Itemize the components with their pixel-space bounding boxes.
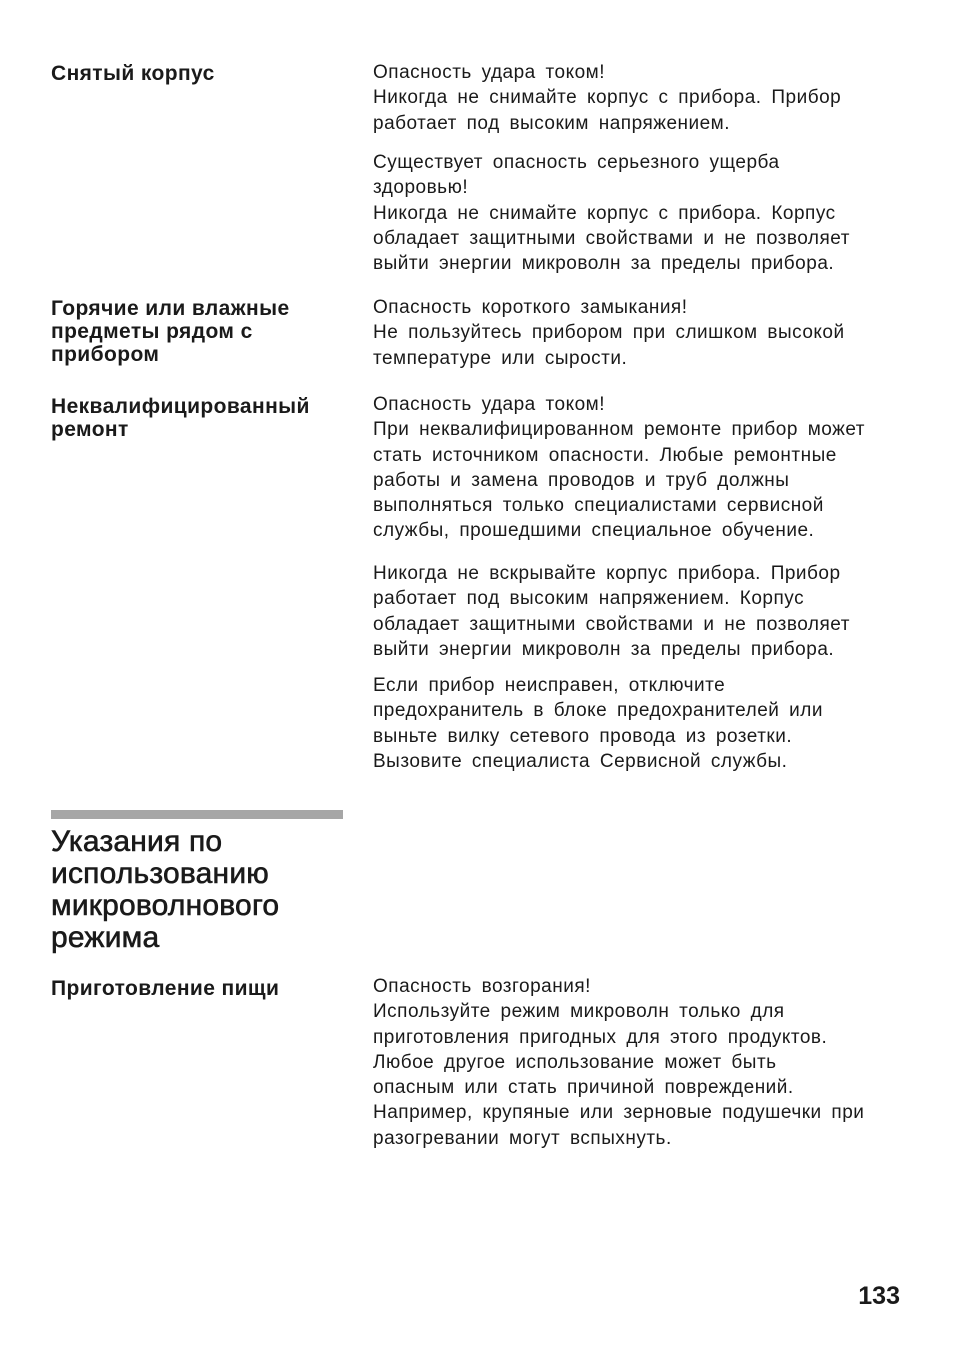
paragraph-hot-wet-items: Опасность короткого замыкания! Не пользуйтесь прибором при слишком высокой температуре или сырости. [373,297,845,369]
paragraph-unqualified-repair-1: Опасность удара током! При неквалифицированном ремонте прибор может стать источником опасности. Любые ремонтные работы и замена проводов и труб должны выполняться только специалистами сервисной службы, прошедшими специальное обучение. [373,394,865,542]
paragraph-unqualified-repair-2: Никогда не вскрывайте корпус прибора. Прибор работает под высоким напряжением. Корпус обладает защитными свойствами и не позволяет выйти энергии микроволн за пределы прибора. [373,563,850,660]
heading-cooking: Приготовление пищи [51,977,280,1000]
section-title: Указания по использованию микроволнового режима [51,825,280,954]
heading-unqualified-repair: Неквалифицированный ремонт [51,395,310,441]
paragraph-unqualified-repair-3: Если прибор неисправен, отключите предохранитель в блоке предохранителей или выньте вилку сетевого провода из розетки. Вызовите специалиста Сервисной службы. [373,675,823,772]
heading-removed-housing: Снятый корпус [51,62,215,85]
paragraph-removed-housing-1: Опасность удара током! Никогда не снимайте корпус с прибора. Прибор работает под высоким напряжением. [373,62,842,134]
page-number: 133 [858,1282,900,1310]
paragraph-cooking: Опасность возгорания! Используйте режим микроволн только для приготовления пригодных для этого продуктов. Любое другое использование может быть опасным или стать причиной повреждений. Например, крупяные или зерновые подушечки при разогревании могут вспыхнуть. [373,976,865,1149]
section-divider-bar [51,810,343,819]
heading-hot-wet-items: Горячие или влажные предметы рядом с прибором [51,297,290,366]
paragraph-removed-housing-2: Существует опасность серьезного ущерба здоровью! Никогда не снимайте корпус с прибора. Корпус обладает защитными свойствами и не позволяет выйти энергии микроволн за пределы прибора. [373,152,850,275]
